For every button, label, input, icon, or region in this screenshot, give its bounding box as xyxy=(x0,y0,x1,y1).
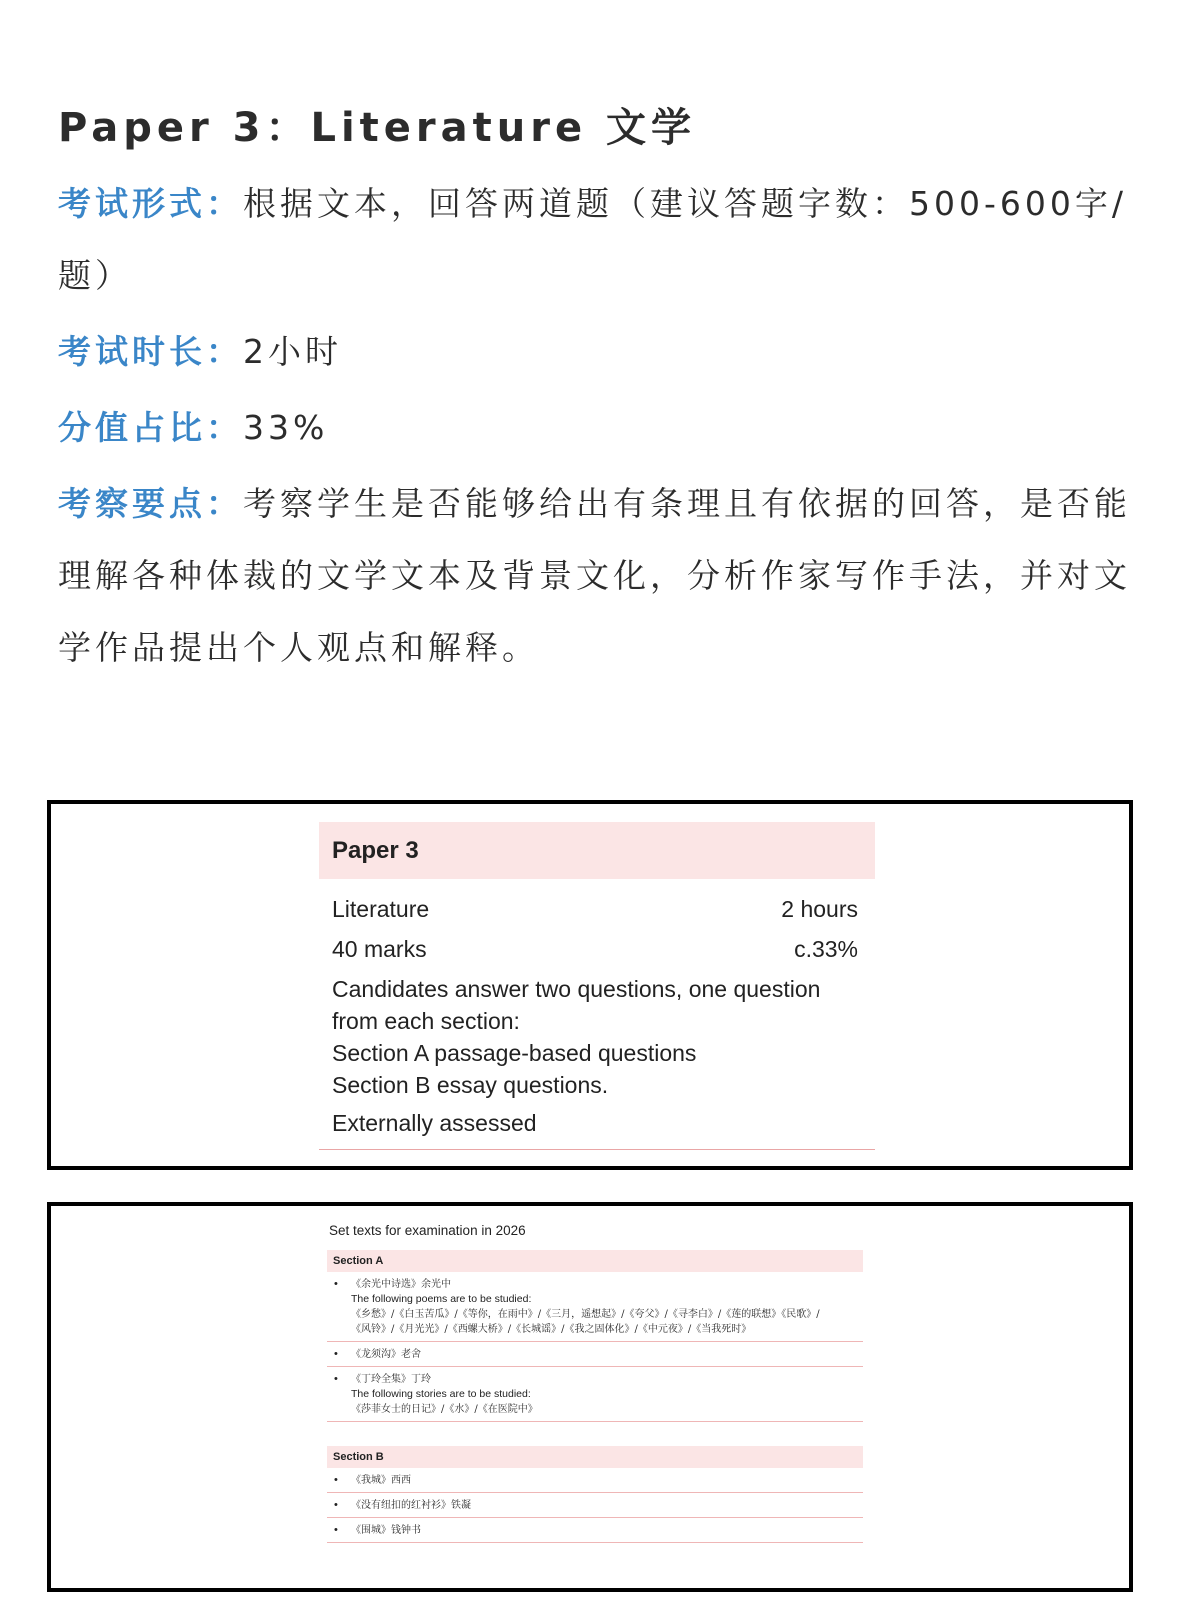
set-text-title: 《龙须沟》老舍 xyxy=(351,1349,421,1360)
paper-card-title: Paper 3 xyxy=(319,822,875,879)
set-text-title: 《围城》钱钟书 xyxy=(351,1525,421,1536)
assessment-focus-text: 考察学生是否能够给出有条理且有依据的回答，是否能理解各种体裁的文学文本及背景文化，分析作家写作手法，并对文学作品提出个人观点和解释。 xyxy=(58,484,1131,667)
description-line: from each section: xyxy=(332,1008,520,1034)
bullet-icon: • xyxy=(334,1499,338,1511)
exam-format-text: 根据文本，回答两道题（建议答题字数：500-600字/题） xyxy=(58,184,1127,295)
set-text-title: 《丁玲全集》丁玲 xyxy=(351,1374,431,1385)
score-weight-text: 33% xyxy=(243,408,329,447)
section-gap xyxy=(327,1422,863,1446)
marks-row xyxy=(332,929,858,969)
set-text-detail: 《乡愁》/《白玉苦瓜》/《等你，在雨中》/《三月，遥想起》/《夸父》/《寻李白》/《莲的联想》《民歌》/ xyxy=(351,1309,820,1320)
exam-duration-label: 考试时长： xyxy=(58,332,243,371)
assessment-type: Externally assessed xyxy=(332,1110,537,1136)
description-line: Section A passage-based questions xyxy=(332,1040,697,1066)
description-line: Candidates answer two questions, one question xyxy=(332,976,821,1002)
component-row xyxy=(332,889,858,929)
list-item xyxy=(327,1493,863,1518)
set-texts-title: Set texts for examination in 2026 xyxy=(329,1223,526,1238)
score-weight-label: 分值占比： xyxy=(58,408,243,447)
section-b-heading: Section B xyxy=(327,1446,863,1468)
page-title: Paper 3：Literature 文学 xyxy=(58,105,697,151)
list-item xyxy=(327,1342,863,1367)
set-texts-frame xyxy=(47,1202,1133,1592)
exam-format-label: 考试形式： xyxy=(58,184,243,223)
score-weight-paragraph xyxy=(58,392,1148,464)
list-item xyxy=(327,1468,863,1493)
component-marks: 40 marks xyxy=(332,936,427,962)
set-text-note: The following poems are to be studied: xyxy=(351,1293,532,1305)
set-text-note: The following stories are to be studied: xyxy=(351,1388,531,1400)
paper-summary-card xyxy=(319,822,875,1150)
set-texts-table xyxy=(327,1220,863,1543)
bullet-icon: • xyxy=(334,1474,338,1486)
exam-duration-paragraph xyxy=(58,316,1148,388)
bullet-icon: • xyxy=(334,1373,338,1385)
list-item xyxy=(327,1272,863,1342)
paper-summary-frame xyxy=(47,800,1133,1170)
set-text-title: 《余光中诗选》余光中 xyxy=(351,1279,451,1290)
assessment-focus-label: 考察要点： xyxy=(58,484,243,523)
component-name: Literature xyxy=(332,896,430,922)
component-weighting: c.33% xyxy=(794,936,858,962)
component-time: 2 hours xyxy=(781,896,858,922)
assessment-focus-paragraph xyxy=(58,468,1148,684)
set-text-title: 《没有纽扣的红衬衫》铁凝 xyxy=(351,1500,471,1511)
exam-format-paragraph xyxy=(58,168,1148,312)
bullet-icon: • xyxy=(334,1348,338,1360)
card-divider xyxy=(319,1149,875,1150)
section-a-heading: Section A xyxy=(327,1250,863,1272)
list-item xyxy=(327,1518,863,1543)
paper-card-body xyxy=(319,879,875,1149)
list-item xyxy=(327,1367,863,1422)
description-line: Section B essay questions. xyxy=(332,1072,609,1098)
set-text-title: 《我城》西西 xyxy=(351,1475,411,1486)
exam-duration-text: 2小时 xyxy=(243,332,342,371)
set-text-detail: 《莎菲女士的日记》/《水》/《在医院中》 xyxy=(351,1404,538,1415)
set-text-detail: 《风铃》/《月光光》/《西螺大桥》/《长城谣》/《我之固体化》/《中元夜》/《当我死时》 xyxy=(351,1324,752,1335)
component-description xyxy=(332,973,858,1101)
bullet-icon: • xyxy=(334,1524,338,1536)
bullet-icon: • xyxy=(334,1278,338,1290)
